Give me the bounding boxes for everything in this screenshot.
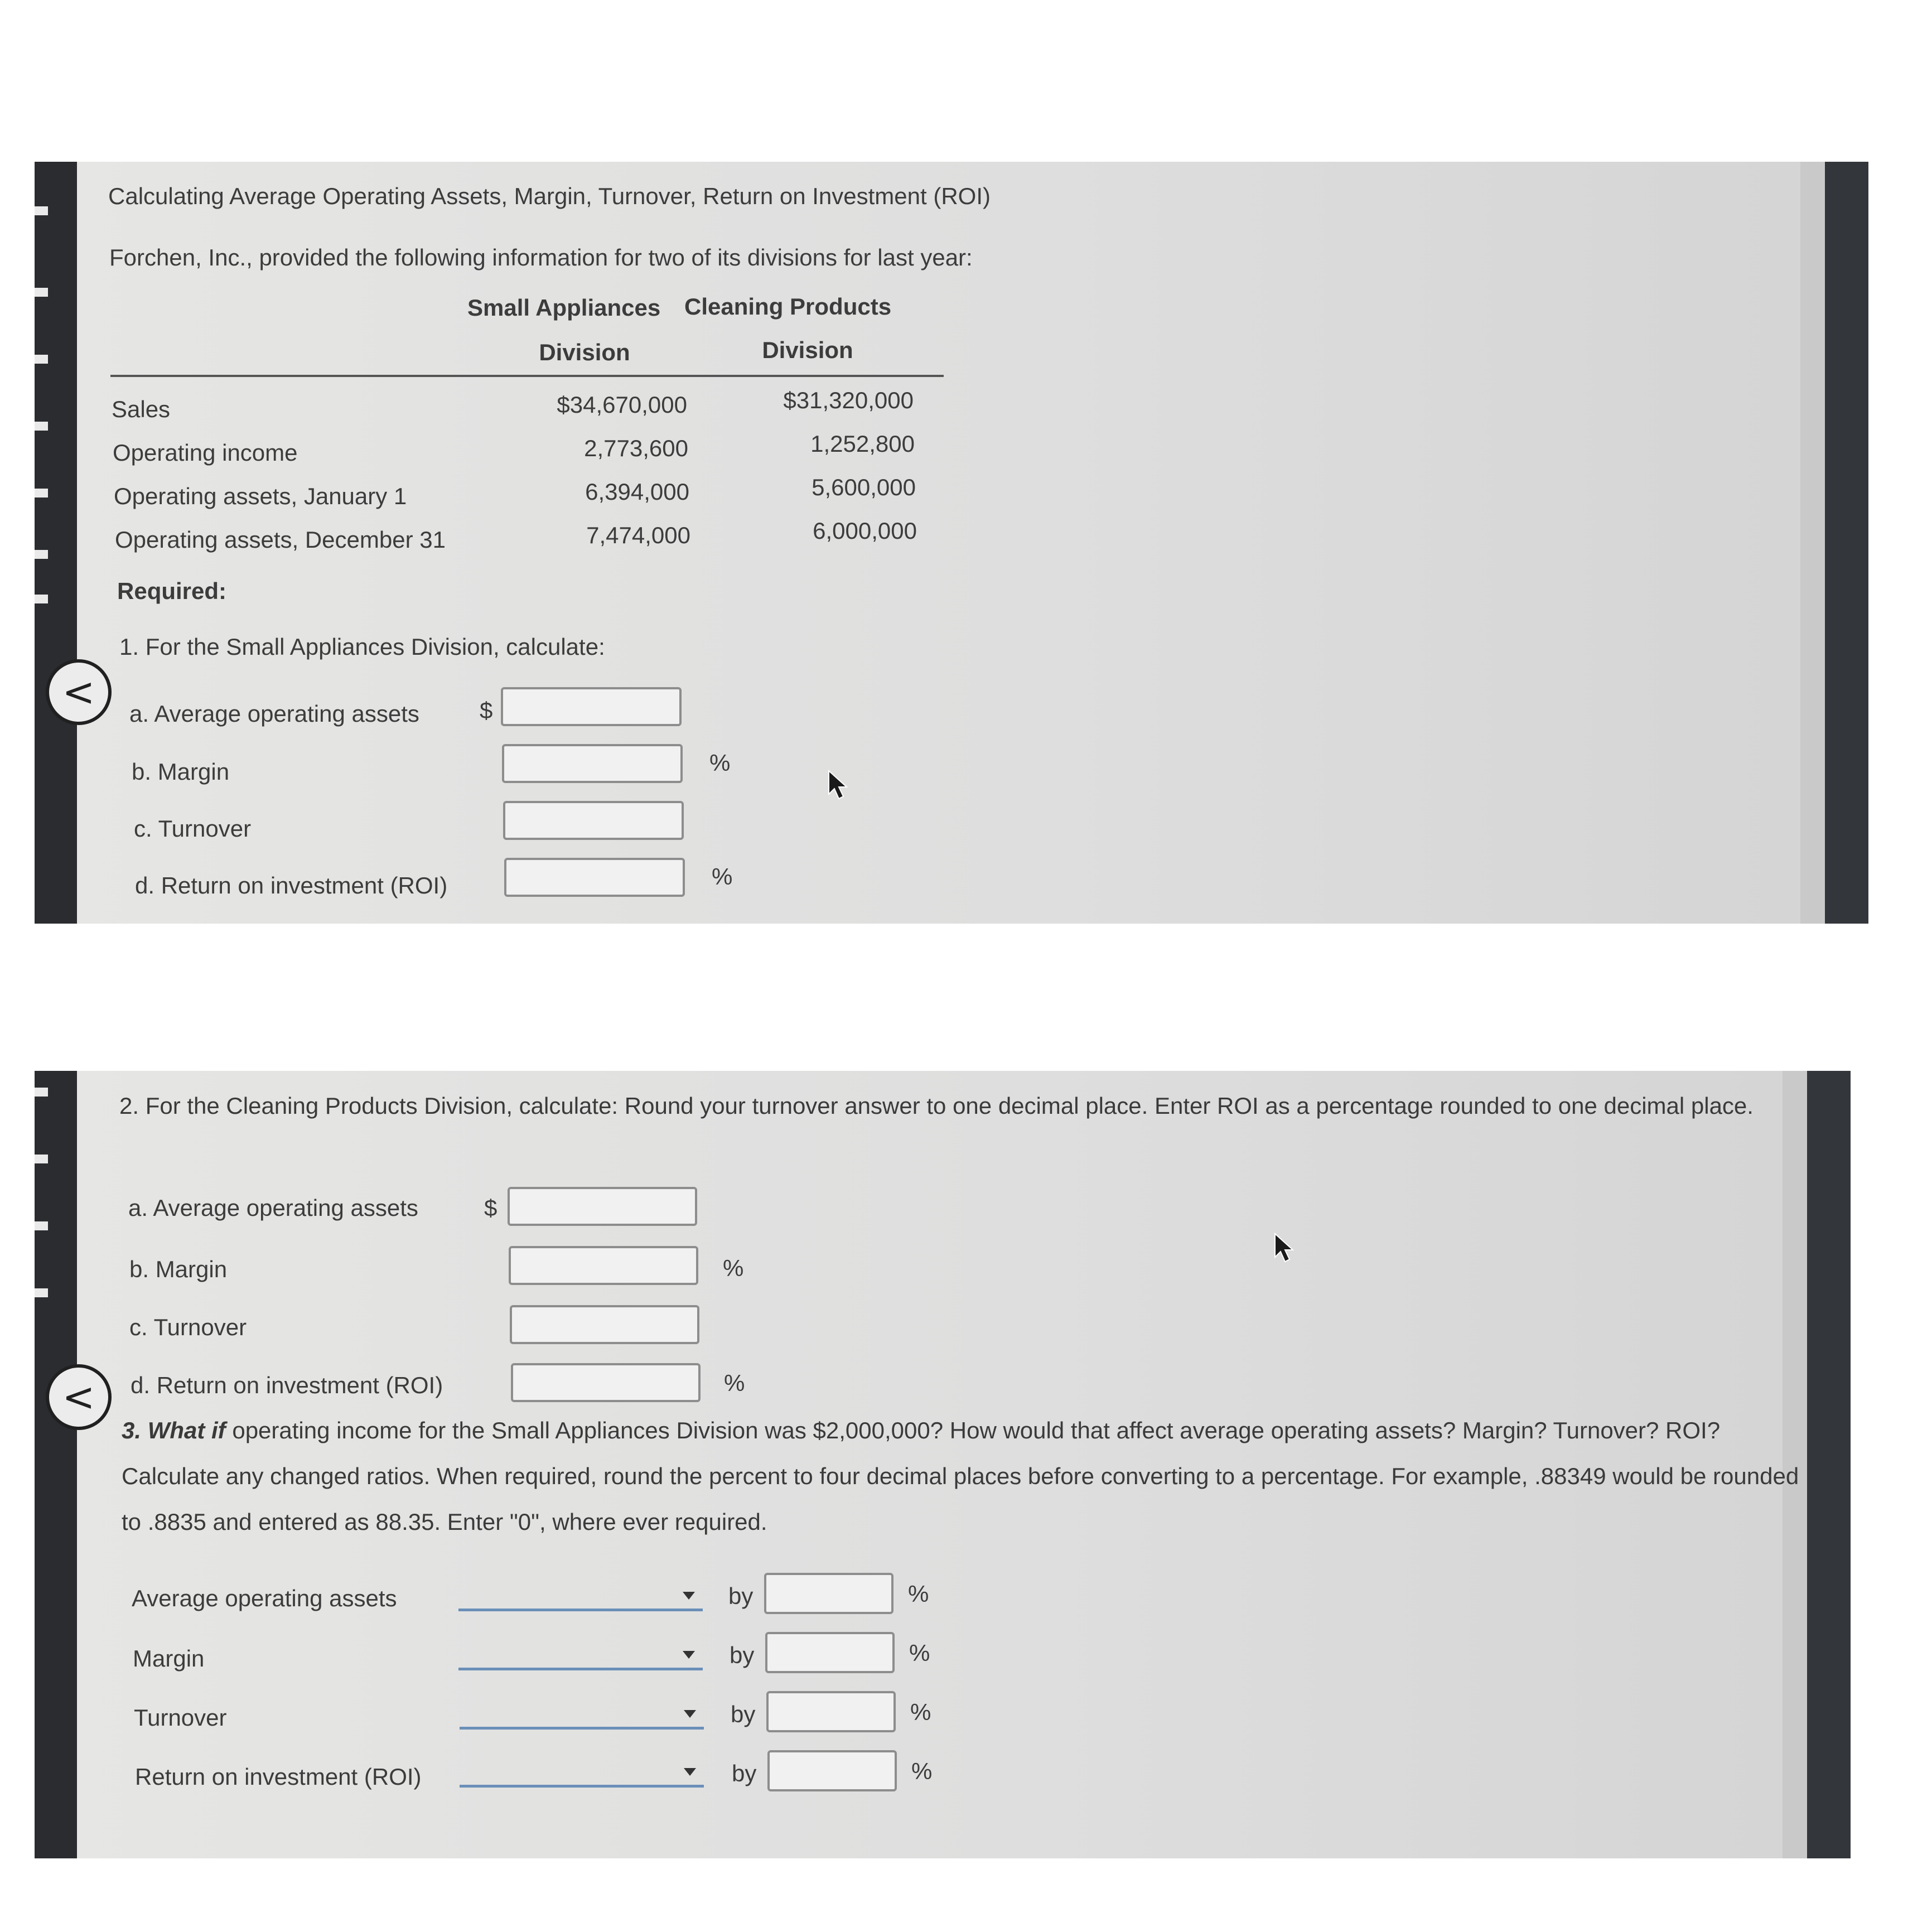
bezel-mark: [35, 288, 48, 297]
col-header-small-line2: Division: [539, 339, 630, 365]
q2a-label: a. Average operating assets: [128, 1195, 418, 1221]
q3-turnover-label: Turnover: [134, 1704, 227, 1731]
bezel-mark: [35, 355, 48, 364]
q3-turnover-input[interactable]: [766, 1691, 896, 1732]
bezel-mark: [35, 489, 48, 498]
required-heading: Required:: [117, 578, 227, 604]
bezel-mark: [35, 595, 48, 603]
q3-turnover-by: by: [731, 1701, 756, 1727]
q3-margin-label: Margin: [133, 1645, 205, 1672]
q2b-label: b. Margin: [129, 1256, 228, 1282]
q1c-turnover-input[interactable]: [503, 801, 684, 840]
chevron-down-icon: [684, 1768, 696, 1776]
row-label-assets-dec: Operating assets, December 31: [115, 527, 446, 553]
assets-dec-cleaning: 6,000,000: [813, 518, 917, 544]
right-bezel: [1807, 1071, 1851, 1858]
q3-roi-percent: %: [911, 1758, 933, 1784]
q3-avg-assets-input[interactable]: [764, 1573, 893, 1614]
q2d-label: d. Return on investment (ROI): [131, 1372, 443, 1398]
sales-small: $34,670,000: [557, 392, 687, 418]
mouse-pointer-icon: [1273, 1233, 1295, 1264]
q3-turnover-dropdown[interactable]: [460, 1702, 704, 1730]
q2c-label: c. Turnover: [129, 1314, 247, 1340]
q1c-label: c. Turnover: [134, 815, 252, 842]
chevron-down-icon: [683, 1651, 695, 1659]
q1b-margin-input[interactable]: [502, 744, 683, 783]
q3-margin-by: by: [730, 1642, 755, 1668]
col-header-cleaning-line1: Cleaning Products: [684, 293, 892, 320]
left-bezel: [35, 1071, 77, 1858]
q3-avg-assets-percent: %: [908, 1581, 929, 1607]
assets-jan-cleaning: 5,600,000: [812, 474, 916, 500]
screen-part-1: [35, 162, 1868, 924]
right-bezel: [1825, 162, 1868, 924]
sales-cleaning: $31,320,000: [783, 387, 914, 413]
q2c-turnover-input[interactable]: [510, 1305, 699, 1344]
q1d-percent: %: [712, 863, 733, 890]
bezel-mark: [35, 206, 48, 215]
header-rule: [110, 375, 944, 377]
chevron-left-icon[interactable]: <: [46, 659, 112, 725]
chevron-left-icon[interactable]: <: [46, 1364, 112, 1430]
q1a-dollar: $: [480, 697, 493, 723]
row-label-operating-income: Operating income: [113, 439, 298, 466]
question-2: 2. For the Cleaning Products Division, calculate: Round your turnover answer to one decimal place. Enter ROI as a percentage rounded to one decimal place.: [119, 1093, 1754, 1119]
operating-income-small: 2,773,600: [584, 435, 688, 461]
q3-turnover-percent: %: [910, 1699, 931, 1725]
col-header-small-line1: Small Appliances: [467, 294, 661, 321]
q3-roi-dropdown[interactable]: [460, 1760, 704, 1788]
q1d-roi-input[interactable]: [504, 858, 685, 897]
q2a-dollar: $: [484, 1195, 498, 1221]
bezel-mark: [35, 422, 48, 431]
bezel-mark: [35, 1088, 48, 1097]
q1b-label: b. Margin: [132, 759, 230, 785]
q1b-percent: %: [709, 750, 731, 776]
assets-jan-small: 6,394,000: [585, 479, 689, 505]
bezel-mark: [35, 1155, 48, 1163]
col-header-cleaning-line2: Division: [762, 337, 853, 363]
q2b-margin-input[interactable]: [509, 1246, 698, 1285]
row-label-assets-jan: Operating assets, January 1: [114, 483, 407, 509]
operating-income-cleaning: 1,252,800: [810, 431, 915, 457]
q3-margin-dropdown[interactable]: [458, 1643, 703, 1670]
bezel-mark: [35, 550, 48, 559]
scrollbar-track: [1800, 162, 1825, 924]
question-3: [122, 1408, 1806, 1545]
screen-part-2: [35, 1071, 1851, 1858]
chevron-down-icon: [683, 1592, 695, 1600]
row-label-sales: Sales: [112, 396, 171, 422]
q2d-percent: %: [724, 1370, 745, 1396]
chevron-down-icon: [684, 1710, 696, 1718]
q3-margin-percent: %: [909, 1640, 930, 1666]
bezel-mark: [35, 1288, 48, 1297]
mouse-pointer-icon: [827, 770, 849, 801]
bezel-mark: [35, 1221, 48, 1230]
q2b-percent: %: [723, 1255, 744, 1281]
q3-avg-assets-by: by: [728, 1583, 754, 1609]
q3-margin-input[interactable]: [765, 1632, 895, 1673]
q3-roi-input[interactable]: [767, 1750, 897, 1791]
q2d-roi-input[interactable]: [511, 1363, 701, 1402]
question-1: 1. For the Small Appliances Division, calculate:: [119, 634, 605, 660]
q2a-average-operating-assets-input[interactable]: [508, 1187, 697, 1226]
intro-text: Forchen, Inc., provided the following information for two of its divisions for last year:: [109, 244, 973, 271]
q3-roi-label: Return on investment (ROI): [135, 1764, 422, 1790]
q3-avg-assets-dropdown[interactable]: [458, 1584, 703, 1611]
q3-avg-assets-label: Average operating assets: [132, 1585, 397, 1611]
q1d-label: d. Return on investment (ROI): [135, 872, 448, 899]
left-bezel: [35, 162, 77, 924]
assets-dec-small: 7,474,000: [586, 522, 690, 548]
q1a-label: a. Average operating assets: [129, 701, 419, 727]
question-3-lead: 3. What if: [122, 1417, 226, 1443]
question-3-text: operating income for the Small Appliances Division was $2,000,000? How would that affect average operating assets? Margin? Turnover? ROI? Calculate any changed ratios. When required, round the percent to four decimal places before converting to a percentage. For example, .88349 would be rounded to .8835 and entered as 88.35. Enter "0", where ever required.: [122, 1417, 1799, 1535]
q1a-average-operating-assets-input[interactable]: [501, 687, 682, 726]
q3-roi-by: by: [732, 1760, 757, 1786]
problem-title: Calculating Average Operating Assets, Margin, Turnover, Return on Investment (ROI): [108, 183, 991, 209]
